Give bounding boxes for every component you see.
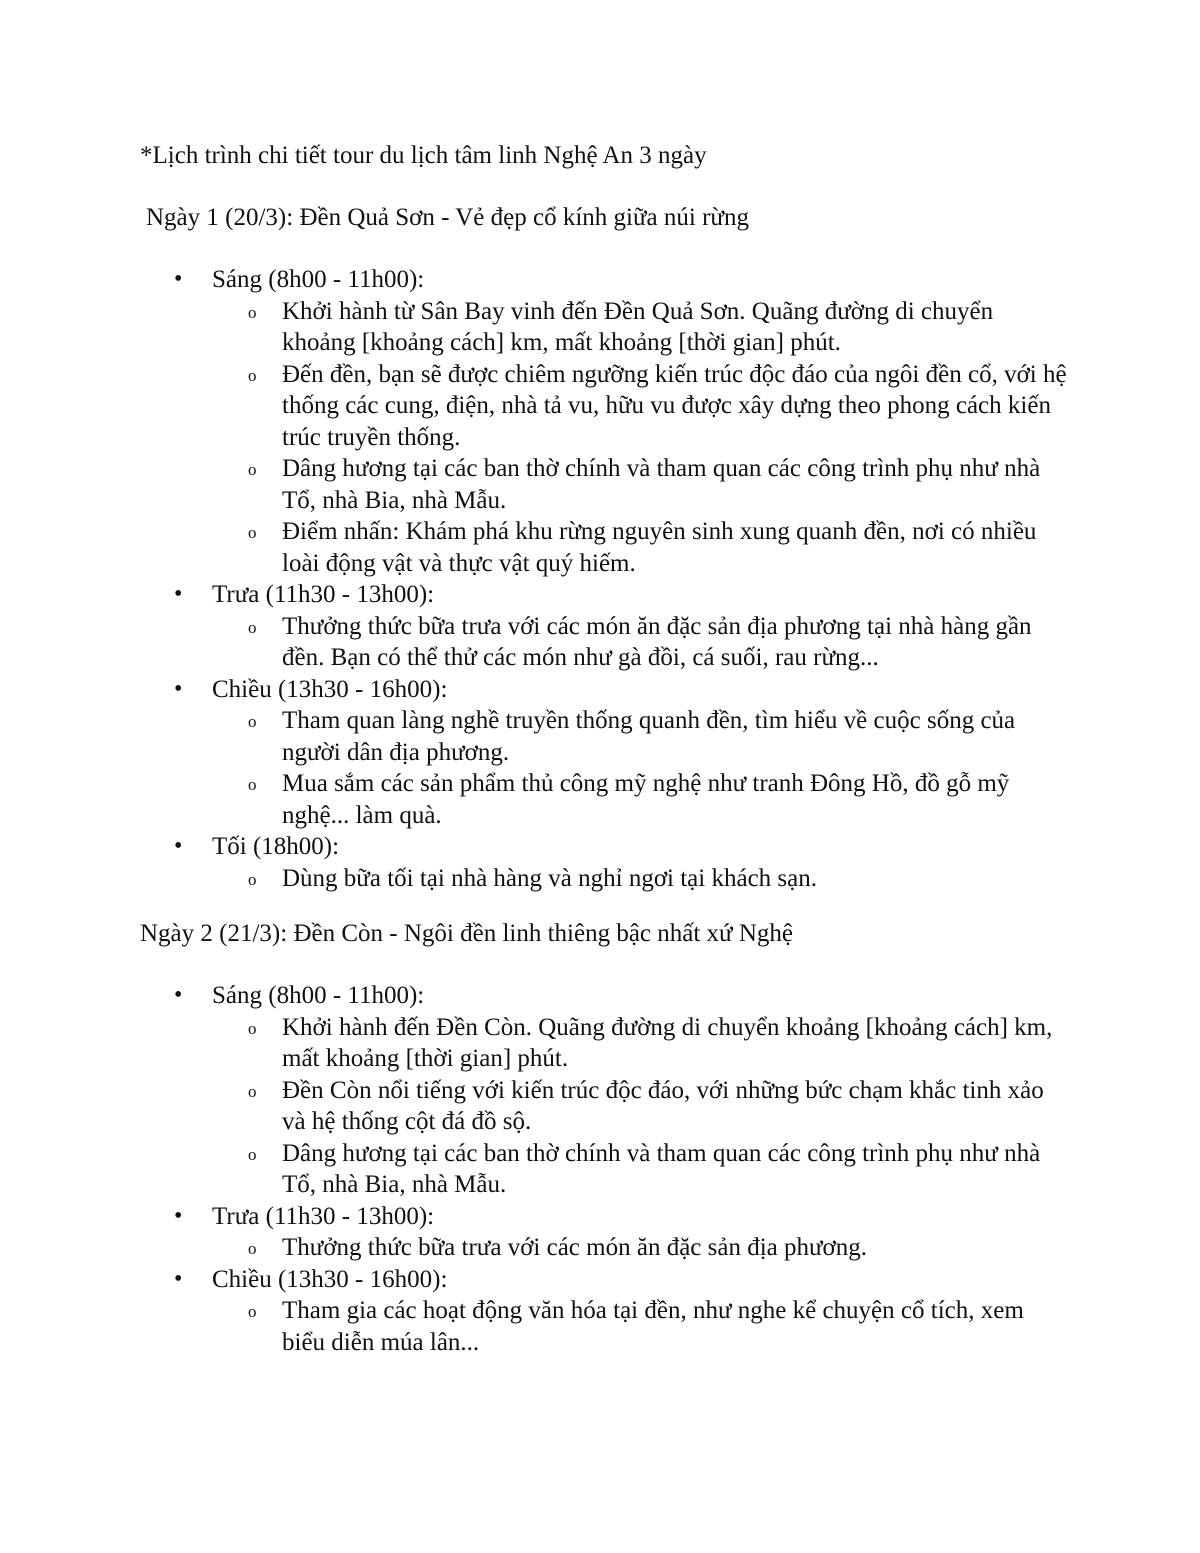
activity-item (0, 611, 1072, 674)
activity-item (0, 453, 1072, 516)
activity-item (0, 1012, 1072, 1075)
circle-bullet-icon: o (248, 617, 257, 637)
circle-bullet-icon: o (248, 1081, 257, 1101)
activity-text: Điểm nhấn: Khám phá khu rừng nguyên sinh xung quanh đền, nơi có nhiều loài động vật và thực vật quý hiếm. (282, 518, 1037, 577)
bullet-icon: • (174, 982, 183, 1008)
time-slot (0, 980, 1200, 1201)
activity-text: Tham quan làng nghề truyền thống quanh đền, tìm hiểu về cuộc sống của người dân địa phương. (282, 707, 1016, 766)
document-title: *Lịch trình chi tiết tour du lịch tâm linh Nghệ An 3 ngày (140, 142, 707, 169)
activity-list (0, 296, 1200, 580)
activity-item (0, 359, 1072, 454)
time-slot (0, 831, 1200, 894)
time-slot-list (0, 980, 1200, 1358)
activity-text: Khởi hành đến Đền Còn. Quãng đường di chuyển khoảng [khoảng cách] km, mất khoảng [thời gian] phút. (282, 1013, 1053, 1072)
activity-list (0, 705, 1200, 831)
circle-bullet-icon: o (248, 775, 257, 794)
time-slot (0, 674, 1200, 832)
time-slot-label: Chiều (13h30 - 16h00): (212, 1265, 448, 1293)
bullet-icon: • (174, 1202, 183, 1229)
activity-text: Dùng bữa tối tại nhà hàng và nghỉ ngơi tại khách sạn. (282, 864, 817, 892)
activity-text: Mua sắm các sản phẩm thủ công mỹ nghệ như tranh Đông Hồ, đồ gỗ mỹ nghệ... làm quà. (282, 770, 1010, 829)
bullet-icon: • (174, 675, 183, 702)
time-slot-label: Sáng (8h00 - 11h00): (212, 982, 425, 1009)
circle-bullet-icon: o (248, 523, 257, 542)
circle-bullet-icon: o (248, 1018, 257, 1038)
circle-bullet-icon: o (248, 302, 257, 322)
activity-list (0, 1232, 1200, 1264)
activity-text: Đến đền, bạn sẽ được chiêm ngưỡng kiến trúc độc đáo của ngôi đền cổ, với hệ thống các cung, điện, nhà tả vu, hữu vu được xây dựng theo phong cách kiến trúc truyền thống. (282, 360, 1067, 451)
day-heading: Ngày 2 (21/3): Đền Còn - Ngôi đền linh thiêng bậc nhất xứ Nghệ (140, 920, 794, 947)
time-slot-label: Sáng (8h00 - 11h00): (212, 266, 425, 293)
activity-text: Dâng hương tại các ban thờ chính và tham quan các công trình phụ như nhà Tổ, nhà Bia, nhà Mẫu. (282, 1139, 1041, 1198)
activity-text: Thưởng thức bữa trưa với các món ăn đặc sản địa phương. (282, 1234, 868, 1261)
bullet-icon: • (174, 581, 183, 607)
time-slot (0, 1201, 1200, 1264)
activity-item (0, 1138, 1072, 1201)
time-slot-label: Chiều (13h30 - 16h00): (212, 675, 448, 703)
activity-list (0, 611, 1200, 674)
circle-bullet-icon: o (248, 869, 257, 889)
circle-bullet-icon: o (248, 712, 257, 731)
activity-item (0, 296, 1072, 359)
time-slot-list (0, 264, 1200, 894)
bullet-icon: • (174, 1265, 183, 1292)
activity-list (0, 1012, 1200, 1201)
circle-bullet-icon: o (248, 1144, 257, 1164)
circle-bullet-icon: o (248, 460, 257, 479)
time-slot-label: Trưa (11h30 - 13h00): (212, 1202, 435, 1230)
activity-item (0, 1232, 1072, 1264)
circle-bullet-icon: o (248, 1302, 257, 1321)
activity-list (0, 863, 1200, 895)
circle-bullet-icon: o (248, 1239, 257, 1258)
time-slot-label: Trưa (11h30 - 13h00): (212, 581, 435, 608)
activity-item (0, 705, 1072, 768)
bullet-icon: • (174, 833, 183, 859)
activity-list (0, 1295, 1200, 1358)
circle-bullet-icon: o (248, 365, 257, 385)
time-slot (0, 264, 1200, 579)
activity-text: Đền Còn nổi tiếng với kiến trúc độc đáo, với những bức chạm khắc tinh xảo và hệ thống cột đá đồ sộ. (282, 1076, 1044, 1135)
activity-text: Tham gia các hoạt động văn hóa tại đền, như nghe kể chuyện cổ tích, xem biểu diễn múa lân... (282, 1297, 1024, 1356)
day-heading: Ngày 1 (20/3): Đền Quả Sơn - Vẻ đẹp cổ kính giữa núi rừng (146, 204, 749, 231)
activity-item (0, 1295, 1072, 1358)
activity-text: Dâng hương tại các ban thờ chính và tham quan các công trình phụ như nhà Tổ, nhà Bia, nhà Mẫu. (282, 455, 1041, 514)
activity-text: Khởi hành từ Sân Bay vinh đến Đền Quả Sơn. Quãng đường di chuyển khoảng [khoảng cách] km, mất khoảng [thời gian] phút. (282, 297, 994, 356)
bullet-icon: • (174, 266, 183, 292)
activity-item (0, 863, 1072, 895)
activity-item (0, 516, 1072, 579)
time-slot (0, 579, 1200, 674)
time-slot (0, 1264, 1200, 1359)
activity-item (0, 768, 1072, 831)
activity-item (0, 1075, 1072, 1138)
activity-text: Thưởng thức bữa trưa với các món ăn đặc sản địa phương tại nhà hàng gần đền. Bạn có thể thử các món như gà đồi, cá suối, rau rừng... (282, 612, 1032, 671)
time-slot-label: Tối (18h00): (212, 833, 340, 860)
